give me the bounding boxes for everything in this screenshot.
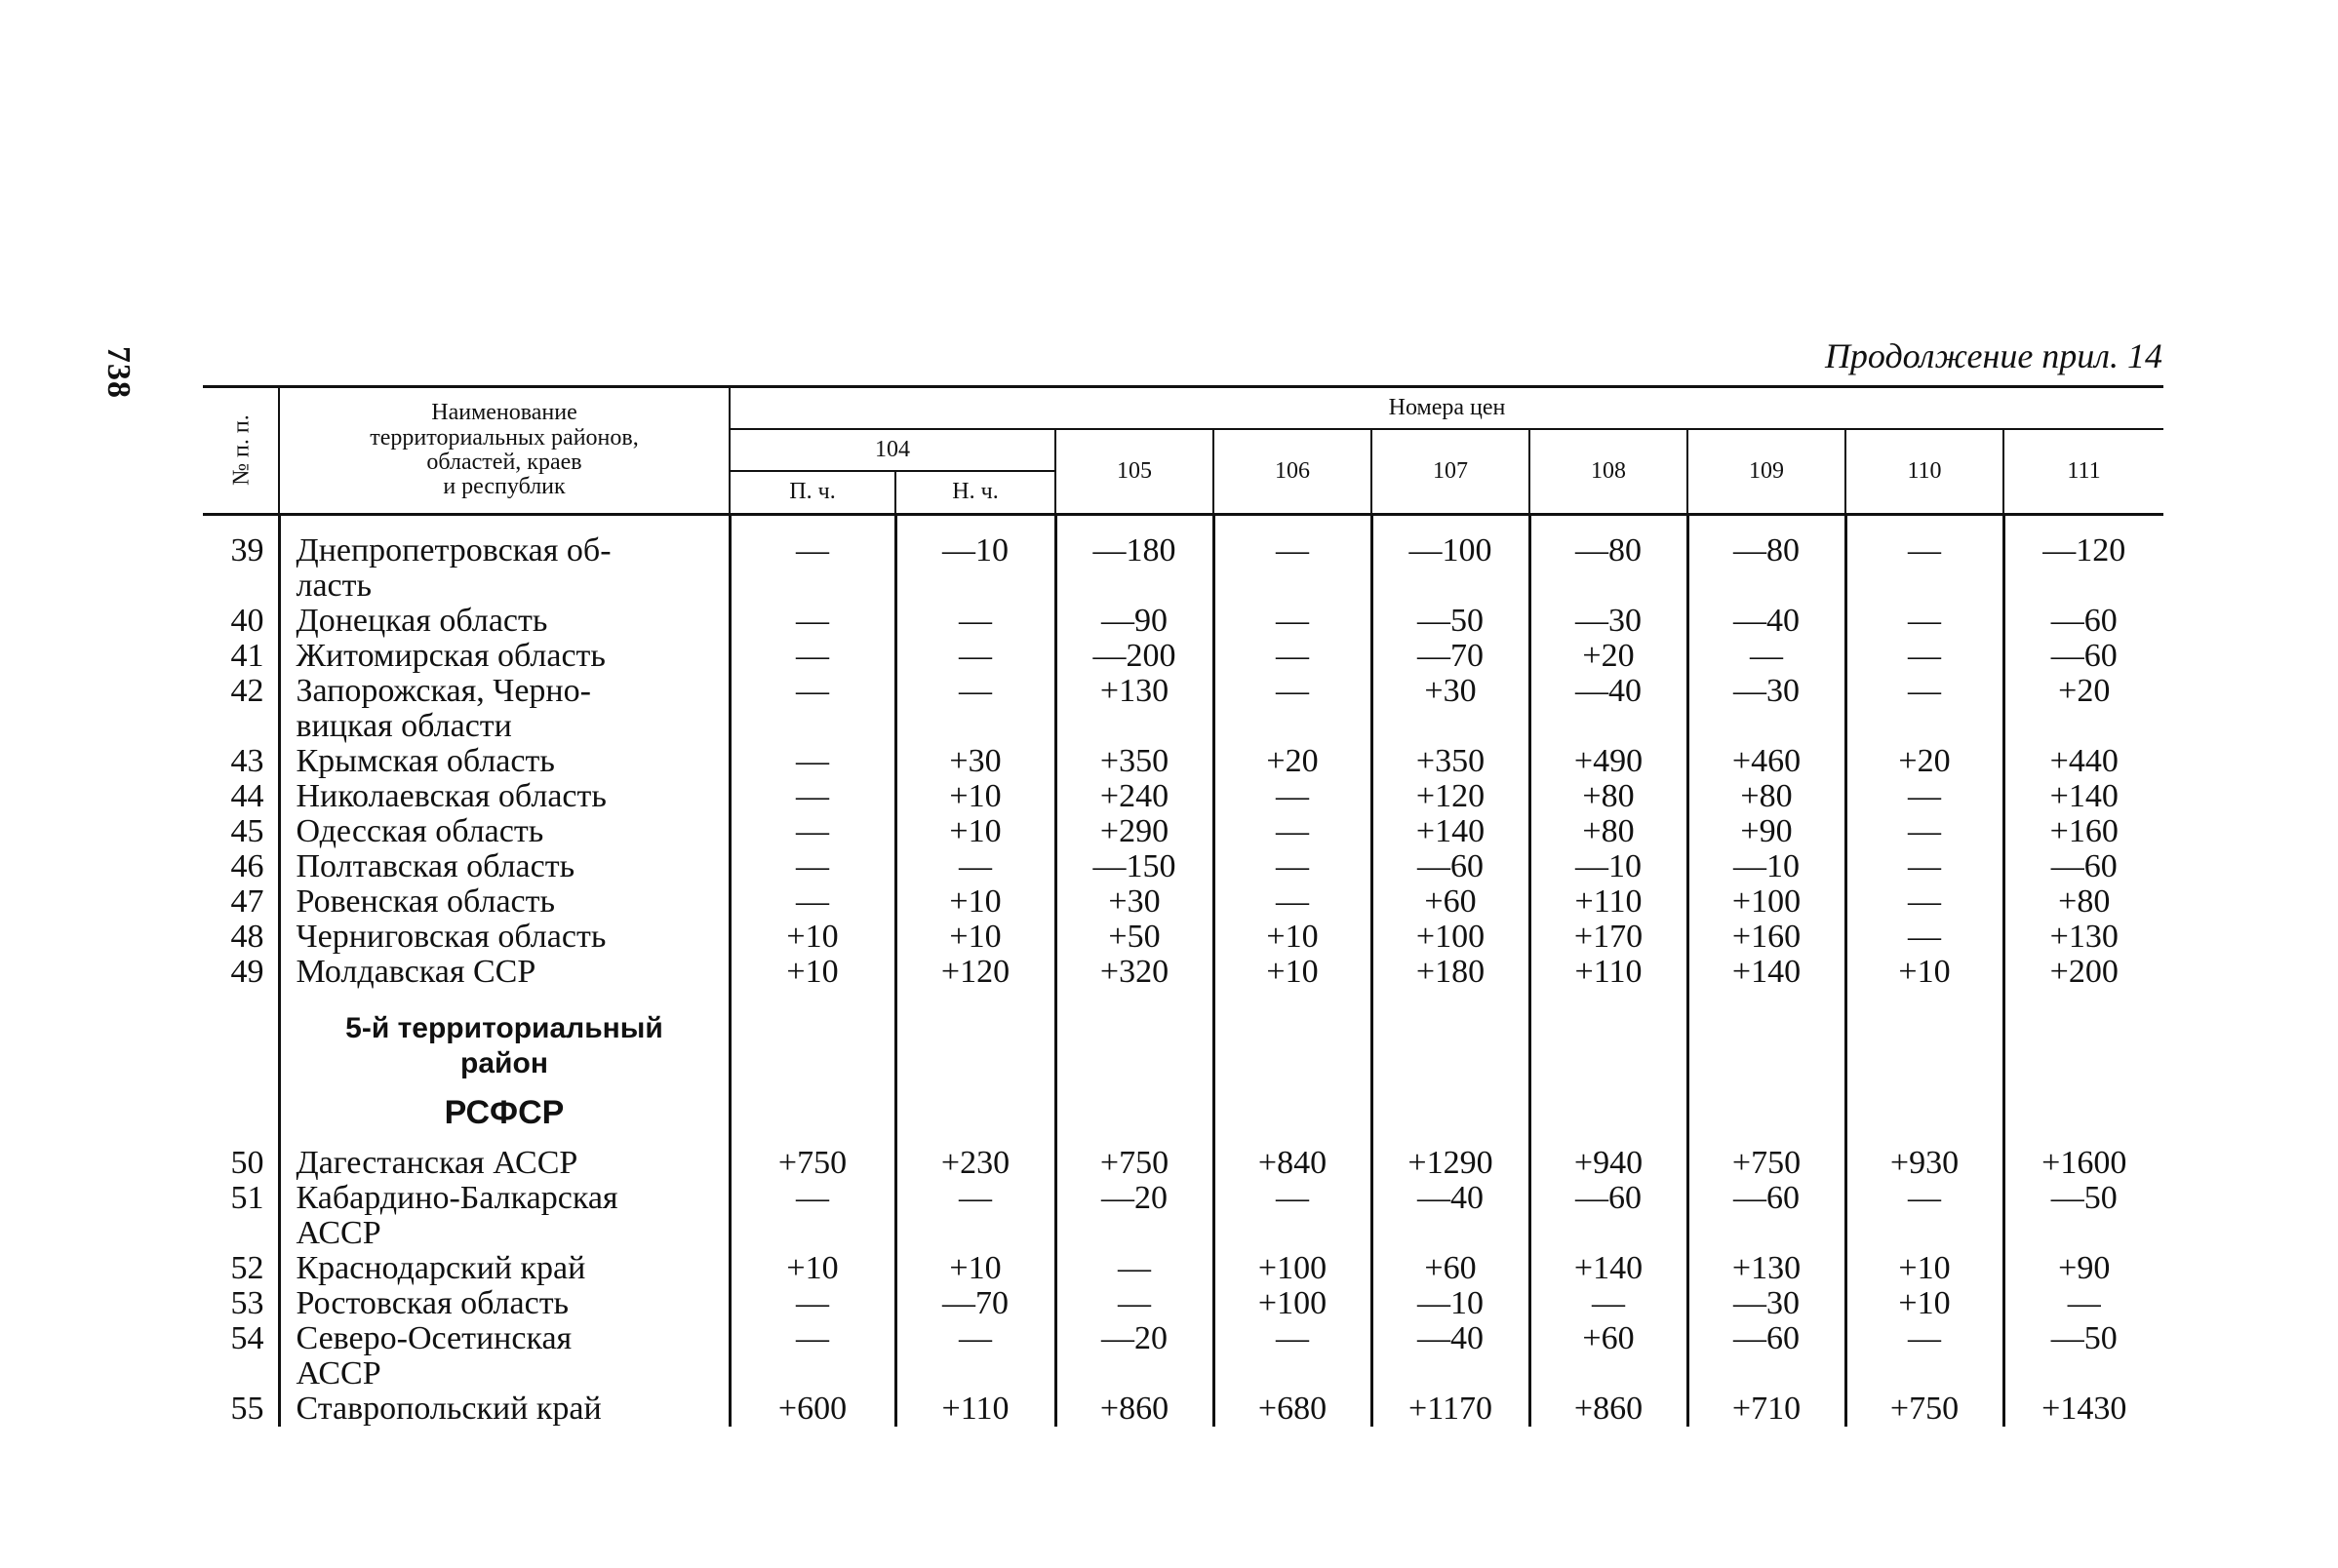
price-value: —40 bbox=[1371, 1181, 1529, 1251]
region-name-line: Житомирская область bbox=[296, 637, 606, 674]
table-row bbox=[203, 955, 2163, 990]
price-value: — bbox=[1529, 1286, 1687, 1321]
row-number: 52 bbox=[230, 1249, 264, 1286]
price-value: — bbox=[1213, 674, 1371, 744]
region-name-line: Черниговская область bbox=[296, 918, 607, 955]
region-name-line: Крымская область bbox=[296, 742, 555, 779]
price-value: +140 bbox=[1371, 814, 1529, 849]
price-value: +350 bbox=[1055, 744, 1213, 779]
price-value: +110 bbox=[895, 1392, 1055, 1427]
header-108: 108 bbox=[1529, 429, 1687, 514]
table-row bbox=[203, 1321, 2163, 1392]
price-value: — bbox=[730, 779, 895, 814]
price-value: —30 bbox=[1687, 674, 1845, 744]
region-name bbox=[279, 533, 730, 604]
price-value: +10 bbox=[895, 1251, 1055, 1286]
price-value: — bbox=[895, 604, 1055, 639]
price-value: —100 bbox=[1371, 533, 1529, 604]
region-name-line: Ставропольский край bbox=[296, 1390, 602, 1427]
price-value: — bbox=[1845, 779, 2003, 814]
table-row bbox=[203, 1146, 2163, 1181]
region-name-line: Запорожская, Черно- bbox=[296, 672, 591, 709]
price-value: — bbox=[1055, 1251, 1213, 1286]
price-value: +860 bbox=[1055, 1392, 1213, 1427]
price-value: +80 bbox=[1687, 779, 1845, 814]
price-value: +680 bbox=[1213, 1392, 1371, 1427]
price-value: — bbox=[1213, 884, 1371, 920]
region-name-line: Кабардино-Балкарская bbox=[296, 1179, 618, 1216]
table-body-part-b bbox=[203, 1146, 2163, 1427]
price-value: — bbox=[1845, 533, 2003, 604]
table-row bbox=[203, 849, 2163, 884]
price-value: +60 bbox=[1371, 1251, 1529, 1286]
row-gap bbox=[203, 990, 2163, 1005]
price-value: — bbox=[1213, 849, 1371, 884]
price-value: — bbox=[895, 674, 1055, 744]
price-value: +160 bbox=[2003, 814, 2163, 849]
table-row bbox=[203, 779, 2163, 814]
price-value: +10 bbox=[1845, 1286, 2003, 1321]
row-number: 46 bbox=[230, 847, 264, 884]
row-number: 51 bbox=[230, 1179, 264, 1216]
region-name bbox=[279, 814, 730, 849]
row-number: 44 bbox=[230, 777, 264, 814]
price-value: — bbox=[1213, 1321, 1371, 1392]
price-value: +860 bbox=[1529, 1392, 1687, 1427]
row-number: 55 bbox=[230, 1390, 264, 1427]
price-value: —60 bbox=[1529, 1181, 1687, 1251]
price-value: — bbox=[1845, 814, 2003, 849]
price-value: — bbox=[1845, 604, 2003, 639]
price-value: +20 bbox=[1213, 744, 1371, 779]
header-104: 104 bbox=[730, 429, 1055, 471]
price-value: —60 bbox=[1687, 1321, 1845, 1392]
price-value: +10 bbox=[1213, 920, 1371, 955]
price-value: — bbox=[895, 639, 1055, 674]
price-value: —60 bbox=[2003, 604, 2163, 639]
price-value: +130 bbox=[1055, 674, 1213, 744]
row-number: 54 bbox=[230, 1319, 264, 1356]
header-111: 111 bbox=[2003, 429, 2163, 514]
price-value: — bbox=[730, 604, 895, 639]
price-value: — bbox=[1845, 1321, 2003, 1392]
price-value: +840 bbox=[1213, 1146, 1371, 1181]
price-table-container bbox=[203, 385, 2163, 1427]
price-value: +60 bbox=[1371, 884, 1529, 920]
price-value: —60 bbox=[1687, 1181, 1845, 1251]
region-name-line: АССР bbox=[296, 1354, 381, 1392]
price-value: +10 bbox=[1845, 1251, 2003, 1286]
header-name: Наименование территориальных районов, областей, краев и республик bbox=[279, 387, 730, 515]
price-value: +30 bbox=[1371, 674, 1529, 744]
price-value: +160 bbox=[1687, 920, 1845, 955]
price-value: —70 bbox=[895, 1286, 1055, 1321]
price-value: — bbox=[730, 744, 895, 779]
price-value: +20 bbox=[1529, 639, 1687, 674]
price-value: +80 bbox=[1529, 814, 1687, 849]
price-value: —90 bbox=[1055, 604, 1213, 639]
region-name-line: Донецкая область bbox=[296, 602, 548, 639]
header-107: 107 bbox=[1371, 429, 1529, 514]
price-value: +10 bbox=[895, 779, 1055, 814]
header-num: № п. п. bbox=[203, 387, 279, 515]
section-title: 5-й территориальный район РСФСР bbox=[279, 1005, 730, 1146]
price-value: — bbox=[730, 533, 895, 604]
table-row bbox=[203, 1286, 2163, 1321]
price-value: +130 bbox=[1687, 1251, 1845, 1286]
region-name bbox=[279, 849, 730, 884]
price-value: —50 bbox=[1371, 604, 1529, 639]
table-row bbox=[203, 920, 2163, 955]
price-value: — bbox=[730, 674, 895, 744]
price-value: —10 bbox=[1687, 849, 1845, 884]
price-value: —40 bbox=[1529, 674, 1687, 744]
price-value: —70 bbox=[1371, 639, 1529, 674]
price-value: +90 bbox=[2003, 1251, 2163, 1286]
region-name bbox=[279, 884, 730, 920]
price-value: +140 bbox=[1529, 1251, 1687, 1286]
table-row bbox=[203, 814, 2163, 849]
price-value: +50 bbox=[1055, 920, 1213, 955]
price-value: +750 bbox=[1845, 1392, 2003, 1427]
header-109: 109 bbox=[1687, 429, 1845, 514]
price-value: +10 bbox=[730, 920, 895, 955]
price-value: +290 bbox=[1055, 814, 1213, 849]
price-value: —50 bbox=[2003, 1181, 2163, 1251]
price-value: +940 bbox=[1529, 1146, 1687, 1181]
price-value: — bbox=[730, 1286, 895, 1321]
price-value: —80 bbox=[1687, 533, 1845, 604]
table-row bbox=[203, 744, 2163, 779]
price-value: +750 bbox=[1055, 1146, 1213, 1181]
price-value: +240 bbox=[1055, 779, 1213, 814]
price-value: +1600 bbox=[2003, 1146, 2163, 1181]
region-name-line: Днепропетровская об- bbox=[296, 531, 612, 568]
price-value: — bbox=[1845, 920, 2003, 955]
price-value: — bbox=[730, 814, 895, 849]
price-value: — bbox=[1213, 814, 1371, 849]
price-value: +930 bbox=[1845, 1146, 2003, 1181]
row-number: 47 bbox=[230, 882, 264, 920]
table-row bbox=[203, 1251, 2163, 1286]
price-value: —60 bbox=[1371, 849, 1529, 884]
region-name bbox=[279, 674, 730, 744]
price-value: +140 bbox=[2003, 779, 2163, 814]
price-value: —150 bbox=[1055, 849, 1213, 884]
row-number: 42 bbox=[230, 672, 264, 709]
price-value: +320 bbox=[1055, 955, 1213, 990]
region-name-line: Ростовская область bbox=[296, 1284, 570, 1321]
price-value: — bbox=[730, 639, 895, 674]
price-value: +80 bbox=[2003, 884, 2163, 920]
header-105: 105 bbox=[1055, 429, 1213, 514]
header-104-nch: Н. ч. bbox=[895, 471, 1055, 514]
price-value: +10 bbox=[730, 1251, 895, 1286]
header-104-pch: П. ч. bbox=[730, 471, 895, 514]
row-number: 48 bbox=[230, 918, 264, 955]
price-value: — bbox=[2003, 1286, 2163, 1321]
price-value: +750 bbox=[1687, 1146, 1845, 1181]
table-header bbox=[203, 387, 2163, 515]
region-name bbox=[279, 779, 730, 814]
price-value: — bbox=[1213, 604, 1371, 639]
price-value: — bbox=[1845, 639, 2003, 674]
price-value: +30 bbox=[895, 744, 1055, 779]
price-value: +230 bbox=[895, 1146, 1055, 1181]
price-value: +100 bbox=[1687, 884, 1845, 920]
price-value: —80 bbox=[1529, 533, 1687, 604]
price-value: +170 bbox=[1529, 920, 1687, 955]
region-name bbox=[279, 744, 730, 779]
price-value: — bbox=[1213, 1181, 1371, 1251]
price-value: +1170 bbox=[1371, 1392, 1529, 1427]
region-name bbox=[279, 1146, 730, 1181]
price-value: — bbox=[730, 849, 895, 884]
row-number: 45 bbox=[230, 812, 264, 849]
price-value: — bbox=[1055, 1286, 1213, 1321]
price-value: +10 bbox=[1845, 955, 2003, 990]
price-value: +10 bbox=[730, 955, 895, 990]
price-value: —60 bbox=[2003, 639, 2163, 674]
price-value: — bbox=[1845, 849, 2003, 884]
price-value: +710 bbox=[1687, 1392, 1845, 1427]
region-name-line: Дагестанская АССР bbox=[296, 1144, 578, 1181]
price-value: +110 bbox=[1529, 884, 1687, 920]
row-number: 49 bbox=[230, 953, 264, 990]
region-name-line: Северо-Осетинская bbox=[296, 1319, 573, 1356]
region-name bbox=[279, 1181, 730, 1251]
price-value: — bbox=[730, 884, 895, 920]
continuation-label: Продолжение прил. 14 bbox=[1824, 336, 2162, 375]
region-name bbox=[279, 604, 730, 639]
price-value: —120 bbox=[2003, 533, 2163, 604]
section-header bbox=[203, 1005, 2163, 1146]
price-value: — bbox=[1687, 639, 1845, 674]
row-number: 39 bbox=[230, 531, 264, 568]
region-name bbox=[279, 639, 730, 674]
price-value: +90 bbox=[1687, 814, 1845, 849]
price-value: — bbox=[1845, 884, 2003, 920]
row-number: 43 bbox=[230, 742, 264, 779]
header-price-numbers: Номера цен bbox=[730, 387, 2163, 430]
price-value: —10 bbox=[1529, 849, 1687, 884]
region-name-line: вицкая области bbox=[296, 707, 512, 744]
region-name-line: Одесская область bbox=[296, 812, 544, 849]
section-region: РСФСР bbox=[444, 1093, 565, 1131]
price-value: +1290 bbox=[1371, 1146, 1529, 1181]
region-name-line: Краснодарский край bbox=[296, 1249, 586, 1286]
price-value: +100 bbox=[1213, 1251, 1371, 1286]
price-value: +460 bbox=[1687, 744, 1845, 779]
price-value: — bbox=[895, 1321, 1055, 1392]
price-value: +10 bbox=[895, 814, 1055, 849]
region-name-line: Молдавская ССР bbox=[296, 953, 536, 990]
price-value: +350 bbox=[1371, 744, 1529, 779]
row-number: 40 bbox=[230, 602, 264, 639]
price-value: —30 bbox=[1687, 1286, 1845, 1321]
price-value: +60 bbox=[1529, 1321, 1687, 1392]
price-value: — bbox=[1213, 779, 1371, 814]
row-number: 41 bbox=[230, 637, 264, 674]
header-110: 110 bbox=[1845, 429, 2003, 514]
table-row bbox=[203, 674, 2163, 744]
table-row bbox=[203, 639, 2163, 674]
price-value: —30 bbox=[1529, 604, 1687, 639]
price-value: +750 bbox=[730, 1146, 895, 1181]
table-row bbox=[203, 533, 2163, 604]
region-name-line: Николаевская область bbox=[296, 777, 607, 814]
price-value: — bbox=[730, 1321, 895, 1392]
region-name bbox=[279, 1321, 730, 1392]
price-value: —40 bbox=[1687, 604, 1845, 639]
row-number: 50 bbox=[230, 1144, 264, 1181]
price-value: —10 bbox=[1371, 1286, 1529, 1321]
price-value: —200 bbox=[1055, 639, 1213, 674]
price-value: +200 bbox=[2003, 955, 2163, 990]
price-value: — bbox=[1845, 1181, 2003, 1251]
price-value: —10 bbox=[895, 533, 1055, 604]
price-value: +1430 bbox=[2003, 1392, 2163, 1427]
price-value: —20 bbox=[1055, 1181, 1213, 1251]
price-value: +10 bbox=[895, 920, 1055, 955]
price-value: +10 bbox=[1213, 955, 1371, 990]
price-value: +10 bbox=[895, 884, 1055, 920]
table-row bbox=[203, 884, 2163, 920]
price-value: +120 bbox=[895, 955, 1055, 990]
price-value: +100 bbox=[1371, 920, 1529, 955]
price-value: — bbox=[1845, 674, 2003, 744]
price-value: +110 bbox=[1529, 955, 1687, 990]
price-value: —40 bbox=[1371, 1321, 1529, 1392]
price-value: —20 bbox=[1055, 1321, 1213, 1392]
price-value: +80 bbox=[1529, 779, 1687, 814]
price-value: — bbox=[1213, 639, 1371, 674]
price-value: +180 bbox=[1371, 955, 1529, 990]
price-value: — bbox=[730, 1181, 895, 1251]
price-value: +100 bbox=[1213, 1286, 1371, 1321]
price-value: +490 bbox=[1529, 744, 1687, 779]
price-value: +600 bbox=[730, 1392, 895, 1427]
region-name-line: ласть bbox=[296, 567, 373, 604]
region-name bbox=[279, 1392, 730, 1427]
region-name-line: Полтавская область bbox=[296, 847, 575, 884]
region-name bbox=[279, 1251, 730, 1286]
price-value: —50 bbox=[2003, 1321, 2163, 1392]
price-value: +20 bbox=[2003, 674, 2163, 744]
price-value: +120 bbox=[1371, 779, 1529, 814]
header-106: 106 bbox=[1213, 429, 1371, 514]
price-value: +140 bbox=[1687, 955, 1845, 990]
price-value: — bbox=[895, 1181, 1055, 1251]
row-number: 53 bbox=[230, 1284, 264, 1321]
price-table bbox=[203, 385, 2163, 1427]
price-value: — bbox=[895, 849, 1055, 884]
table-row bbox=[203, 1392, 2163, 1427]
region-name-line: Ровенская область bbox=[296, 882, 555, 920]
price-value: —180 bbox=[1055, 533, 1213, 604]
table-row bbox=[203, 604, 2163, 639]
price-value: — bbox=[1213, 533, 1371, 604]
price-value: +130 bbox=[2003, 920, 2163, 955]
region-name bbox=[279, 955, 730, 990]
region-name-line: АССР bbox=[296, 1214, 381, 1251]
price-value: +440 bbox=[2003, 744, 2163, 779]
region-name bbox=[279, 1286, 730, 1321]
page-number: 738 bbox=[100, 346, 137, 399]
table-body-part-a bbox=[203, 514, 2163, 1005]
region-name bbox=[279, 920, 730, 955]
table-row bbox=[203, 1181, 2163, 1251]
price-value: +30 bbox=[1055, 884, 1213, 920]
price-value: —60 bbox=[2003, 849, 2163, 884]
price-value: +20 bbox=[1845, 744, 2003, 779]
